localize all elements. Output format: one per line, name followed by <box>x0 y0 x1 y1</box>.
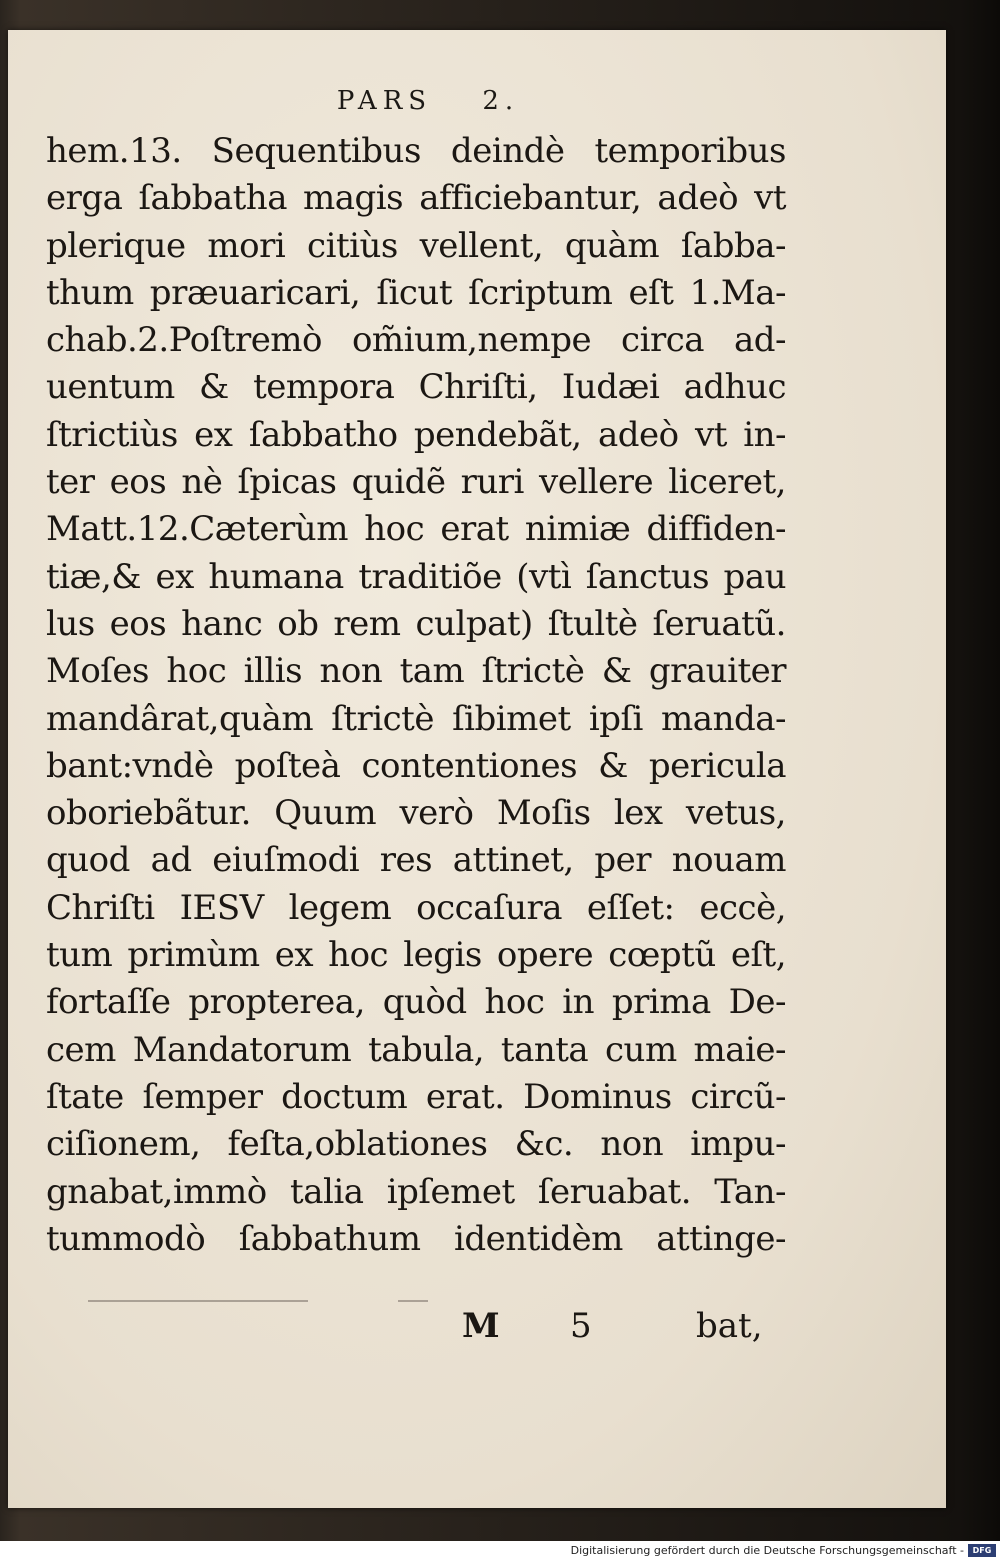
catchword: bat, <box>696 1306 763 1346</box>
text-line: tum primùm ex hoc legis opere cœptũ eſt, <box>46 935 786 976</box>
text-line: thum præuaricari, ſicut ſcriptum eſt 1.Ma- <box>46 272 786 313</box>
text-line: oboriebãtur. Quum verò Moſis lex vetus, <box>46 793 786 834</box>
running-head-word: PARS <box>336 86 433 116</box>
text-line: fortaſſe propterea, quòd hoc in prima De- <box>46 982 786 1023</box>
text-line: Matt.12.Cæterùm hoc erat nimiæ diffiden- <box>46 509 786 550</box>
signature-mark: M <box>462 1306 500 1346</box>
text-line: bant:vndè poſteà contentiones & pericula <box>46 745 786 786</box>
text-line: uentum & tempora Chriſti, Iudæi adhuc <box>46 367 786 408</box>
signature-number: 5 <box>570 1306 592 1346</box>
text-line: ſtate ſemper doctum erat. Dominus circũ- <box>46 1076 786 1117</box>
text-line: erga ſabbatha magis afficiebantur, adeò vt <box>46 178 786 219</box>
text-line: quod ad eiuſmodi res attinet, per nouam <box>46 840 786 881</box>
text-line: ter eos nè ſpicas quidẽ ruri vellere liceret, <box>46 462 786 503</box>
text-line: lus eos hanc ob rem culpat) ſtultè ſeruatũ. <box>46 603 786 644</box>
body-text <box>46 128 786 1263</box>
dfg-logo-icon: DFG <box>968 1544 996 1557</box>
running-head <box>8 86 848 116</box>
running-head-number: 2. <box>482 86 520 116</box>
text-line: cem Mandatorum tabula, tanta cum maie- <box>46 1029 786 1070</box>
catch-line <box>8 1298 948 1358</box>
book-page <box>8 30 946 1508</box>
text-line: tiæ,& ex humana traditiõe (vtì ſanctus pau <box>46 556 786 597</box>
digitization-footer <box>0 1541 1000 1561</box>
ink-mark <box>88 1300 308 1302</box>
footer-credit: Digitalisierung gefördert durch die Deutsche Forschungsgemeinschaft - <box>570 1544 964 1557</box>
text-line: Chriſti IESV legem occaſura eſſet: eccè, <box>46 887 786 928</box>
text-line: gnabat,immò talia ipſemet ſeruabat. Tan- <box>46 1171 786 1212</box>
text-line: mandârat,quàm ſtrictè ſibimet ipſi manda- <box>46 698 786 739</box>
text-line: hem.13. Sequentibus deindè temporibus <box>46 131 786 171</box>
text-line: tummodò ſabbathum identidèm attinge- <box>46 1218 786 1259</box>
text-line: ſtrictiùs ex ſabbatho pendebãt, adeò vt in- <box>46 414 786 455</box>
text-line: Moſes hoc illis non tam ſtrictè & grauiter <box>46 651 786 692</box>
text-line: plerique mori citiùs vellent, quàm ſabba- <box>46 225 786 266</box>
ink-mark <box>398 1300 428 1302</box>
text-line: chab.2.Poſtremò om̃ium,nempe circa ad- <box>46 320 786 361</box>
text-line: ciſionem, feſta,oblationes &c. non impu- <box>46 1124 786 1165</box>
